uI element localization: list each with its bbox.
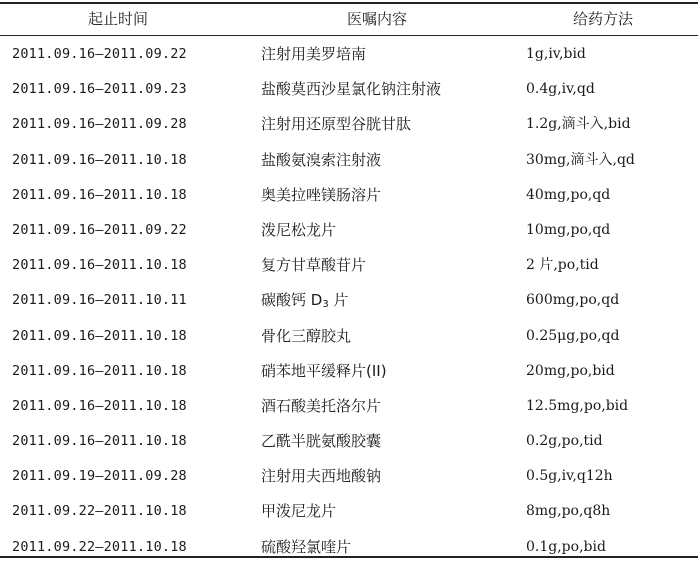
- period-cell: 2011.09.16—2011.10.18: [12, 433, 187, 450]
- table-row: [0, 319, 698, 354]
- order-cell: 酒石酸美托洛尔片: [261, 396, 382, 415]
- table-row: [0, 72, 698, 107]
- method-cell: 0.1g,po,bid: [526, 538, 606, 555]
- period-cell: 2011.09.16—2011.10.18: [12, 257, 187, 274]
- order-cell: 复方甘草酸苷片: [261, 256, 367, 275]
- order-cell: 注射用夫西地酸钠: [261, 467, 382, 486]
- method-cell: 600mg,po,qd: [526, 292, 620, 309]
- table-row: [0, 283, 698, 318]
- method-cell: 40mg,po,qd: [526, 186, 611, 203]
- method-cell: 1.2g,滴斗入,bid: [526, 116, 631, 133]
- order-cell: 骨化三醇胶丸: [261, 326, 352, 345]
- method-cell: 0.4g,iv,qd: [526, 81, 595, 98]
- method-cell: 1g,iv,bid: [526, 46, 586, 62]
- order-suffix: 片: [328, 291, 349, 310]
- header-order: 医嘱内容: [347, 10, 408, 28]
- method-cell: 30mg,滴斗入,qd: [526, 151, 635, 168]
- table-body: [0, 37, 698, 565]
- period-cell: 2011.09.16—2011.10.18: [12, 186, 187, 203]
- period-cell: 2011.09.16—2011.09.22: [12, 221, 187, 238]
- order-cell: 甲泼尼龙片: [261, 502, 337, 521]
- period-cell: 2011.09.16—2011.10.18: [12, 397, 187, 414]
- table-row: [0, 178, 698, 213]
- method-cell: 8mg,po,q8h: [526, 503, 611, 520]
- table-row: [0, 424, 698, 459]
- period-cell: 2011.09.16—2011.10.18: [12, 327, 187, 344]
- method-cell: 0.5g,iv,q12h: [526, 468, 613, 485]
- period-cell: 2011.09.22—2011.10.18: [12, 538, 187, 555]
- method-cell: 20mg,po,bid: [526, 362, 615, 379]
- period-cell: 2011.09.16—2011.09.23: [12, 81, 187, 98]
- order-cell: 注射用还原型谷胱甘肽: [261, 115, 412, 134]
- table-bottom-rule: [0, 556, 698, 558]
- method-cell: 10mg,po,qd: [526, 221, 611, 238]
- order-cell: 乙酰半胱氨酸胶囊: [261, 432, 382, 451]
- table-row: [0, 213, 698, 248]
- order-cell: 盐酸氨溴索注射液: [261, 150, 382, 169]
- period-cell: 2011.09.16—2011.10.18: [12, 151, 187, 168]
- order-cell: 盐酸莫西沙星氯化钠注射液: [261, 80, 442, 99]
- order-cell: 奥美拉唑镁肠溶片: [261, 185, 382, 204]
- period-cell: 2011.09.22—2011.10.18: [12, 503, 187, 520]
- table-row: [0, 459, 698, 494]
- table-row: [0, 248, 698, 283]
- table-row: [0, 37, 698, 72]
- table-row: [0, 494, 698, 529]
- order-cell: [261, 283, 348, 318]
- order-subscript: 3: [322, 299, 329, 311]
- period-cell: 2011.09.16—2011.10.18: [12, 362, 187, 379]
- method-cell: 2 片,po,tid: [526, 257, 599, 274]
- table-row: [0, 107, 698, 142]
- method-cell: 0.2g,po,tid: [526, 433, 603, 450]
- header-period: 起止时间: [88, 10, 149, 28]
- header-rule: [0, 35, 698, 36]
- table-row: [0, 389, 698, 424]
- table-row: [0, 143, 698, 178]
- period-cell: 2011.09.16—2011.09.22: [12, 46, 187, 62]
- order-cell: 泼尼松龙片: [261, 220, 337, 239]
- period-cell: 2011.09.16—2011.10.11: [12, 292, 187, 309]
- header-method: 给药方法: [573, 10, 634, 28]
- order-cell: 硝苯地平缓释片(II): [261, 361, 387, 380]
- table-row: [0, 354, 698, 389]
- order-text: 碳酸钙 D: [261, 291, 323, 310]
- table-row: [0, 530, 698, 565]
- method-cell: 12.5mg,po,bid: [526, 397, 629, 414]
- period-cell: 2011.09.16—2011.09.28: [12, 116, 187, 133]
- period-cell: 2011.09.19—2011.09.28: [12, 468, 187, 485]
- method-cell: 0.25μg,po,qd: [526, 327, 620, 344]
- order-cell: 注射用美罗培南: [261, 45, 367, 63]
- order-cell: 硫酸羟氯喹片: [261, 537, 352, 556]
